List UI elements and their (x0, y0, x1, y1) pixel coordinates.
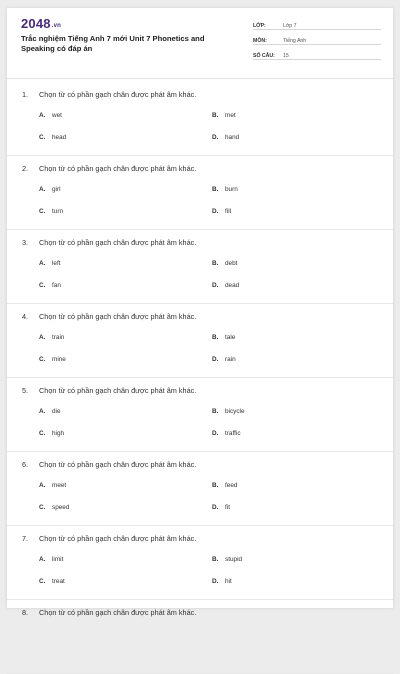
question-prompt: Chọn từ có phần gạch chân được phát âm khác. (39, 460, 197, 469)
meta-row-subject (253, 33, 381, 45)
question-prompt: Chọn từ có phần gạch chân được phát âm khác. (39, 386, 197, 395)
option-letter: C. (39, 504, 46, 511)
question-text (22, 312, 196, 321)
option-letter: D. (212, 578, 219, 585)
option-letter: C. (39, 208, 46, 215)
page-title: Trắc nghiệm Tiếng Anh 7 mới Unit 7 Phonetics and Speaking có đáp án (21, 34, 205, 53)
option-b[interactable] (212, 482, 237, 489)
option-text: meet (52, 482, 67, 489)
option-letter: C. (39, 430, 46, 437)
site-logo[interactable] (21, 16, 61, 31)
option-text: bicycle (225, 408, 245, 415)
option-letter: D. (212, 282, 219, 289)
option-a[interactable] (39, 334, 64, 341)
meta-label: LỚP: (253, 23, 266, 29)
option-a[interactable] (39, 408, 61, 415)
question-list (7, 82, 393, 674)
option-c[interactable] (39, 504, 69, 511)
option-text: dead (225, 282, 240, 289)
meta-label: SỐ CÂU: (253, 53, 275, 59)
option-text: rain (225, 356, 236, 363)
question-text (22, 238, 196, 247)
option-letter: B. (212, 408, 219, 415)
option-c[interactable] (39, 282, 61, 289)
meta-value: Tiếng Anh (283, 38, 307, 44)
question-prompt: Chọn từ có phần gạch chân được phát âm khác. (39, 312, 197, 321)
question-number: 8. (22, 608, 29, 617)
question-text (22, 164, 196, 173)
option-text: fit (225, 504, 230, 511)
option-text: girl (52, 186, 61, 193)
option-text: turn (52, 208, 64, 215)
option-letter: A. (39, 482, 46, 489)
question-text (22, 90, 196, 99)
question-prompt: Chọn từ có phần gạch chân được phát âm khác. (39, 238, 197, 247)
option-letter: D. (212, 134, 219, 141)
question-item (7, 156, 393, 230)
option-letter: B. (212, 186, 219, 193)
option-letter: A. (39, 408, 46, 415)
option-d[interactable] (212, 134, 239, 141)
question-item (7, 600, 393, 674)
option-c[interactable] (39, 134, 66, 141)
option-letter: B. (212, 334, 219, 341)
question-prompt: Chọn từ có phần gạch chân được phát âm khác. (39, 608, 197, 617)
option-d[interactable] (212, 208, 231, 215)
option-letter: D. (212, 430, 219, 437)
option-d[interactable] (212, 356, 236, 363)
option-text: fan (52, 282, 61, 289)
option-text: left (52, 260, 61, 267)
option-text: treat (52, 578, 65, 585)
question-prompt: Chọn từ có phần gạch chân được phát âm khác. (39, 164, 197, 173)
option-a[interactable] (39, 556, 63, 563)
logo-suffix: .vn (51, 23, 62, 29)
question-item (7, 82, 393, 156)
option-c[interactable] (39, 578, 65, 585)
option-text: mine (52, 356, 66, 363)
question-item (7, 526, 393, 600)
option-letter: C. (39, 578, 46, 585)
option-c[interactable] (39, 208, 63, 215)
meta-row-class (253, 18, 381, 30)
option-letter: B. (212, 556, 219, 563)
option-letter: C. (39, 282, 46, 289)
question-item (7, 452, 393, 526)
meta-row-count (253, 48, 381, 60)
option-b[interactable] (212, 186, 238, 193)
question-number: 5. (22, 386, 29, 395)
question-text (22, 460, 196, 469)
option-letter: A. (39, 334, 46, 341)
header-divider (7, 78, 393, 79)
meta-value: Lớp 7 (283, 23, 297, 29)
option-c[interactable] (39, 430, 64, 437)
option-text: head (52, 134, 67, 141)
option-text: feed (225, 482, 238, 489)
option-text: hit (225, 578, 232, 585)
option-a[interactable] (39, 186, 61, 193)
option-text: fill (225, 208, 232, 215)
option-a[interactable] (39, 482, 66, 489)
worksheet-header (7, 8, 393, 68)
option-text: met (225, 112, 236, 119)
option-b[interactable] (212, 556, 242, 563)
option-a[interactable] (39, 112, 62, 119)
option-a[interactable] (39, 260, 61, 267)
option-text: limit (52, 556, 64, 563)
option-letter: C. (39, 356, 46, 363)
option-text: wet (52, 112, 62, 119)
option-text: train (52, 334, 65, 341)
question-text (22, 608, 196, 617)
option-letter: D. (212, 356, 219, 363)
option-d[interactable] (212, 504, 230, 511)
option-letter: B. (212, 112, 219, 119)
meta-label: MÔN: (253, 38, 267, 44)
question-text (22, 386, 196, 395)
option-letter: D. (212, 208, 219, 215)
option-text: hand (225, 134, 240, 141)
question-number: 7. (22, 534, 29, 543)
question-number: 6. (22, 460, 29, 469)
question-number: 1. (22, 90, 29, 99)
option-b[interactable] (212, 260, 237, 267)
meta-info (253, 18, 381, 63)
option-letter: B. (212, 482, 219, 489)
option-b[interactable] (212, 334, 235, 341)
question-item (7, 230, 393, 304)
worksheet-page (7, 8, 393, 617)
option-d[interactable] (212, 282, 239, 289)
option-letter: C. (39, 134, 46, 141)
question-item (7, 304, 393, 378)
option-text: tale (225, 334, 236, 341)
option-c[interactable] (39, 356, 66, 363)
option-letter: D. (212, 504, 219, 511)
option-text: traffic (225, 430, 241, 437)
option-d[interactable] (212, 578, 232, 585)
question-number: 2. (22, 164, 29, 173)
option-b[interactable] (212, 112, 236, 119)
question-prompt: Chọn từ có phần gạch chân được phát âm khác. (39, 534, 197, 543)
option-text: die (52, 408, 61, 415)
logo-main: 2048 (21, 16, 51, 31)
meta-value: 15 (283, 53, 289, 59)
option-text: stupid (225, 556, 243, 563)
option-letter: A. (39, 112, 46, 119)
option-letter: A. (39, 556, 46, 563)
question-prompt: Chọn từ có phần gạch chân được phát âm khác. (39, 90, 197, 99)
question-number: 4. (22, 312, 29, 321)
option-letter: B. (212, 260, 219, 267)
option-b[interactable] (212, 408, 245, 415)
question-number: 3. (22, 238, 29, 247)
option-text: burn (225, 186, 238, 193)
option-text: debt (225, 260, 238, 267)
option-letter: A. (39, 260, 46, 267)
question-item (7, 378, 393, 452)
question-text (22, 534, 196, 543)
option-letter: A. (39, 186, 46, 193)
option-d[interactable] (212, 430, 241, 437)
option-text: high (52, 430, 65, 437)
option-text: speed (52, 504, 70, 511)
